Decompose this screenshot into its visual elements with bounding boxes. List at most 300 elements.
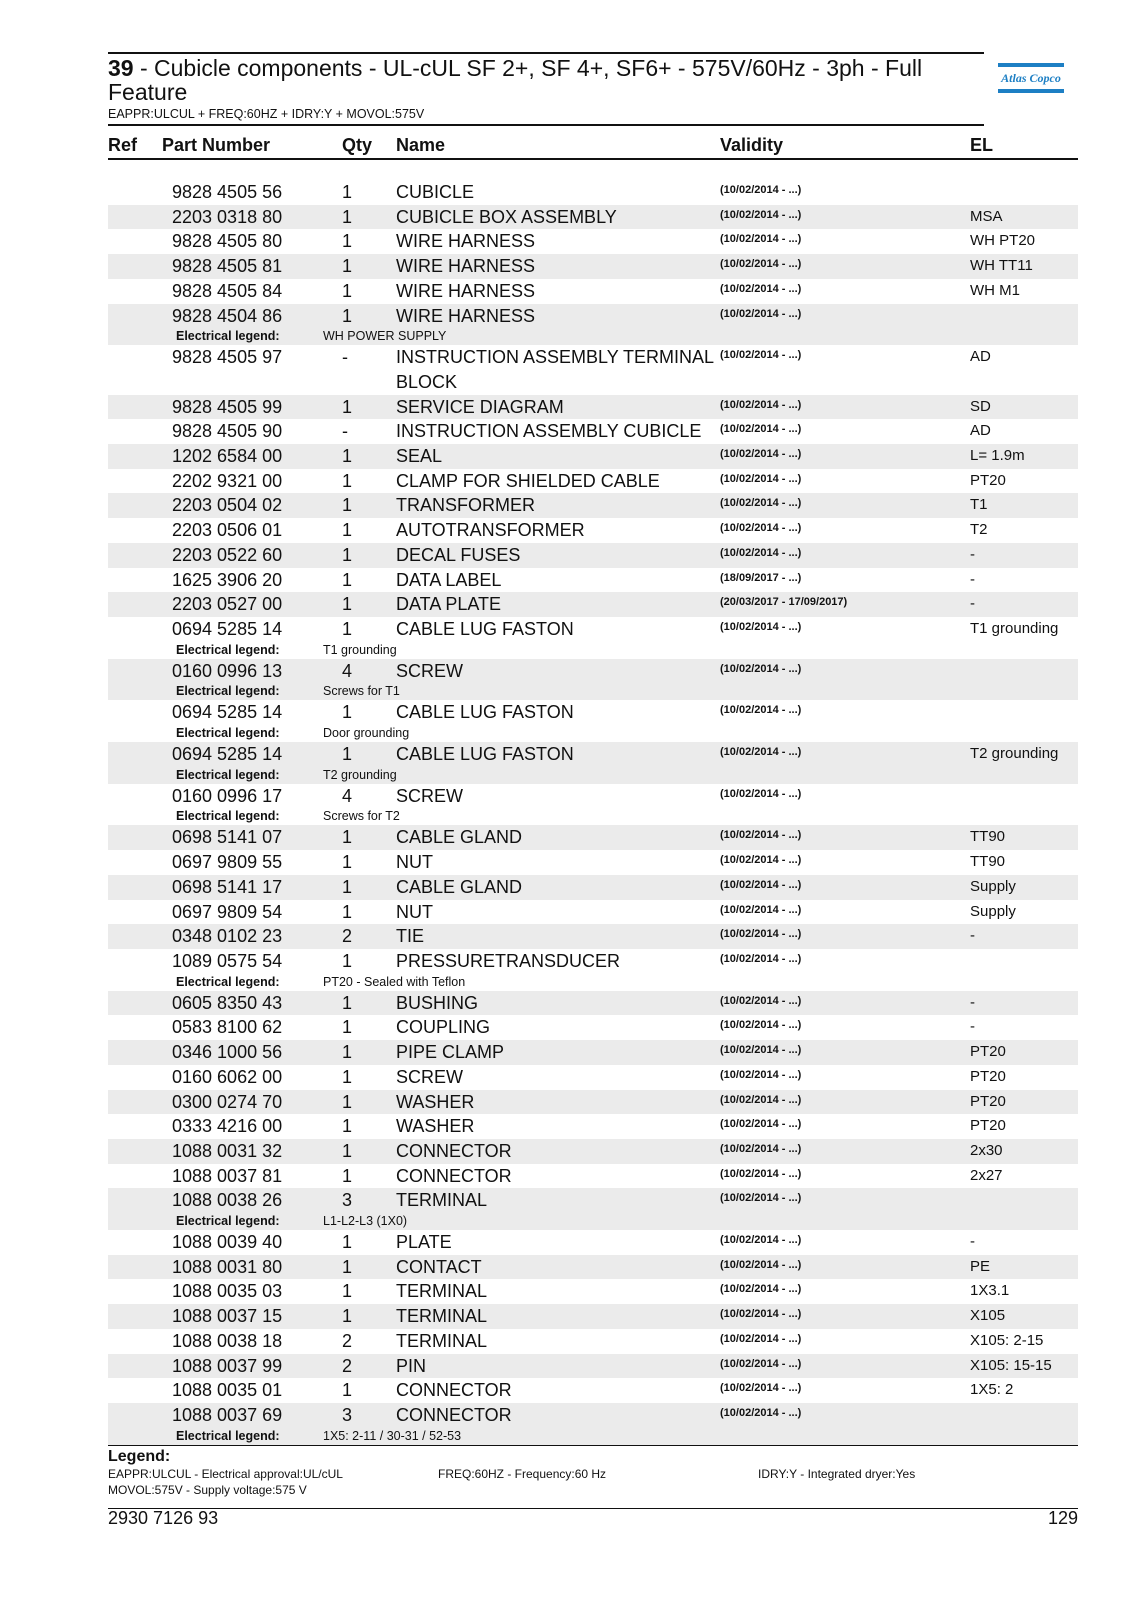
electrical-legend [108,725,1078,742]
validity-cell: (10/02/2014 - ...) [720,1406,802,1419]
name-cell: SCREW [396,660,463,681]
electrical-legend [108,328,1078,345]
name-cell: DECAL FUSES [396,544,521,565]
row-main [108,875,1078,900]
row-main [108,742,1078,767]
table-row [108,825,1078,850]
part-number-cell: 0333 4216 00 [172,1116,283,1137]
page-footer [108,1508,1078,1529]
row-main [108,279,1078,304]
el-cell: Supply [970,877,1016,895]
validity-cell: (10/02/2014 - ...) [720,208,802,221]
row-main [108,659,1078,684]
qty-cell: 3 [342,1190,353,1211]
legend-grid [108,1482,1078,1498]
el-cell: WH TT11 [970,257,1033,275]
section-number: 39 [108,55,134,81]
el-cell: L= 1.9m [970,447,1025,465]
el-cell: WH PT20 [970,232,1036,250]
validity-cell: (10/02/2014 - ...) [720,746,802,759]
qty-cell: 1 [342,495,353,516]
part-number-cell: 9828 4505 81 [172,256,283,277]
validity-cell: (18/09/2017 - ...) [720,571,802,584]
part-number-cell: 9828 4505 90 [172,421,283,442]
table-row [108,1139,1078,1164]
table-row [108,991,1078,1016]
name-cell: TRANSFORMER [396,495,535,516]
el-cell: T1 [970,496,988,514]
page-number: 129 [1047,1508,1078,1528]
electrical-legend-value: L1-L2-L3 (1X0) [323,1214,408,1229]
qty-cell: 1 [342,827,353,848]
qty-cell: 1 [342,1140,353,1161]
row-main [108,568,1078,593]
row-main [108,1255,1078,1280]
part-number-cell: 1088 0037 69 [172,1404,283,1425]
table-row [108,1065,1078,1090]
table-row [108,469,1078,494]
el-cell: AD [970,348,991,366]
name-cell: PLATE [396,1232,452,1253]
part-number-cell: 0698 5141 07 [172,827,283,848]
table-row [108,924,1078,949]
name-cell: COUPLING [396,1017,491,1038]
qty-cell: 1 [342,744,353,765]
electrical-legend [108,642,1078,659]
qty-cell: 1 [342,470,353,491]
name-cell: TERMINAL [396,1330,488,1351]
validity-cell: (10/02/2014 - ...) [720,878,802,891]
part-number-cell: 0160 0996 13 [172,660,283,681]
electrical-legend-label: Electrical legend: [176,642,280,657]
row-main [108,1139,1078,1164]
electrical-legend [108,974,1078,991]
qty-cell: 1 [342,182,353,202]
row-main [108,784,1078,809]
row-main [108,304,1078,329]
part-number-cell: 2203 0506 01 [172,520,283,541]
table-row [108,1188,1078,1230]
part-number-cell: 1088 0037 81 [172,1165,283,1186]
row-main [108,254,1078,279]
part-number-cell: 0694 5285 14 [172,618,283,639]
col-part-number: Part Number [162,135,271,155]
el-cell: 2x30 [970,1141,1003,1159]
table-row [108,279,1078,304]
qty-cell: 1 [342,1256,353,1277]
qty-cell: 1 [342,280,353,301]
table-row [108,949,1078,991]
validity-cell: (10/02/2014 - ...) [720,1332,802,1345]
table-row [108,1354,1078,1379]
qty-cell: 1 [342,992,353,1013]
el-cell: Supply [970,902,1016,920]
qty-cell: 1 [342,1165,353,1186]
col-validity: Validity [720,135,784,155]
qty-cell: 1 [342,206,353,227]
validity-cell: (10/02/2014 - ...) [720,546,802,559]
validity-cell: (10/02/2014 - ...) [720,522,802,535]
part-number-cell: 0160 6062 00 [172,1066,283,1087]
name-cell: CONNECTOR [396,1165,512,1186]
table-row [108,395,1078,420]
name-cell: AUTOTRANSFORMER [396,520,585,541]
row-main [108,1065,1078,1090]
name-cell: DATA PLATE [396,594,502,615]
validity-cell: (10/02/2014 - ...) [720,497,802,510]
name-cell: CABLE LUG FASTON [396,702,574,723]
row-main [108,617,1078,642]
validity-cell: (10/02/2014 - ...) [720,1192,802,1205]
table-row [108,543,1078,568]
part-number-cell: 0346 1000 56 [172,1042,283,1063]
validity-cell: (10/02/2014 - ...) [720,662,802,675]
electrical-legend-value: 1X5: 2-11 / 30-31 / 52-53 [323,1428,462,1443]
el-cell: - [970,570,975,588]
qty-cell: 3 [342,1404,353,1425]
qty-cell: - [342,347,348,368]
validity-cell: (10/02/2014 - ...) [720,282,802,295]
validity-cell: (10/02/2014 - ...) [720,1308,802,1321]
qty-cell: 1 [342,1066,353,1087]
name-cell: CONNECTOR [396,1380,512,1401]
el-cell: PT20 [970,1067,1006,1085]
validity-cell: (10/02/2014 - ...) [720,928,802,941]
qty-cell: 1 [342,618,353,639]
table-row [108,1279,1078,1304]
validity-cell: (20/03/2017 - 17/09/2017) [720,596,848,609]
part-number-cell: 9828 4505 84 [172,280,283,301]
part-number-cell: 9828 4505 99 [172,396,283,417]
name-cell: TERMINAL [396,1281,488,1302]
table-row [108,1164,1078,1189]
part-number-cell: 0605 8350 43 [172,992,283,1013]
part-number-cell: 1088 0038 26 [172,1190,283,1211]
electrical-legend-label: Electrical legend: [176,767,280,782]
qty-cell: 1 [342,305,353,326]
row-main [108,592,1078,617]
table-row [108,254,1078,279]
validity-cell: (10/02/2014 - ...) [720,704,802,717]
el-cell: - [970,595,975,613]
legend-item: EAPPR:ULCUL - Electrical approval:UL/cUL [108,1466,343,1481]
name-cell: INSTRUCTION ASSEMBLY TERMINAL BLOCK [396,347,714,392]
row-main [108,825,1078,850]
validity-cell: (10/02/2014 - ...) [720,1167,802,1180]
validity-cell: (10/02/2014 - ...) [720,1019,802,1032]
col-name: Name [396,135,446,155]
table-row [108,784,1078,826]
row-main [108,1188,1078,1213]
legend-item: MOVOL:575V - Supply voltage:575 V [108,1482,307,1497]
table-row [108,1114,1078,1139]
el-cell: TT90 [970,828,1006,846]
name-cell: SERVICE DIAGRAM [396,396,564,417]
part-number-cell: 1088 0031 32 [172,1140,283,1161]
part-number-cell: 1088 0035 03 [172,1281,283,1302]
validity-cell: (10/02/2014 - ...) [720,472,802,485]
table-row [108,205,1078,230]
table-row [108,1378,1078,1403]
validity-cell: (10/02/2014 - ...) [720,1093,802,1106]
row-main [108,1230,1078,1255]
part-number-cell: 0697 9809 55 [172,852,283,873]
legend-rule [108,1445,1078,1446]
table-row [108,617,1078,659]
el-cell: MSA [970,207,1003,225]
el-cell: - [970,1233,975,1251]
qty-cell: 1 [342,520,353,541]
electrical-legend-value: Screws for T1 [323,684,400,699]
qty-cell: - [342,421,348,442]
col-ref: Ref [108,135,138,155]
table-row [108,304,1078,346]
electrical-legend [108,1213,1078,1230]
qty-cell: 1 [342,702,353,723]
row-main [108,1040,1078,1065]
name-cell: SEAL [396,446,443,467]
table-header [108,126,1078,160]
el-cell: PT20 [970,1092,1006,1110]
logo-bar-bottom [998,89,1064,93]
validity-cell: (10/02/2014 - ...) [720,184,802,196]
validity-cell: (10/02/2014 - ...) [720,448,802,461]
part-number-cell: 1088 0039 40 [172,1232,283,1253]
part-number-cell: 2203 0318 80 [172,206,283,227]
part-number-cell: 0694 5285 14 [172,744,283,765]
validity-cell: (10/02/2014 - ...) [720,398,802,411]
qty-cell: 2 [342,1355,353,1376]
name-cell: CLAMP FOR SHIELDED CABLE [396,470,660,491]
part-number-cell: 0583 8100 62 [172,1017,283,1038]
col-el: EL [970,135,994,155]
name-cell: TERMINAL [396,1190,488,1211]
row-main [108,1164,1078,1189]
part-number-cell: 0160 0996 17 [172,785,283,806]
name-cell: NUT [396,852,433,873]
el-cell: AD [970,422,991,440]
el-cell: - [970,545,975,563]
qty-cell: 1 [342,1042,353,1063]
name-cell: CABLE GLAND [396,827,523,848]
el-cell: - [970,993,975,1011]
el-cell: X105: 2-15 [970,1331,1044,1349]
validity-cell: (10/02/2014 - ...) [720,1142,802,1155]
legend-item: IDRY:Y - Integrated dryer:Yes [758,1466,916,1481]
name-cell: WIRE HARNESS [396,280,536,301]
part-number-cell: 2203 0522 60 [172,544,283,565]
part-number-cell: 1088 0035 01 [172,1380,283,1401]
electrical-legend-value: T1 grounding [323,642,397,657]
electrical-legend-value: WH POWER SUPPLY [323,329,447,344]
validity-cell: (10/02/2014 - ...) [720,1234,802,1247]
validity-cell: (10/02/2014 - ...) [720,349,802,362]
validity-cell: (10/02/2014 - ...) [720,233,802,246]
name-cell: TERMINAL [396,1306,488,1327]
electrical-legend-value: T2 grounding [323,767,397,782]
part-number-cell: 1088 0037 15 [172,1306,283,1327]
row-main [108,345,1078,394]
el-cell: PT20 [970,1117,1006,1135]
table-row [108,900,1078,925]
validity-cell: (10/02/2014 - ...) [720,1258,802,1271]
table-row [108,700,1078,742]
qty-cell: 1 [342,544,353,565]
row-main [108,1329,1078,1354]
qty-cell: 1 [342,1281,353,1302]
validity-cell: (10/02/2014 - ...) [720,854,802,867]
table-row [108,1015,1078,1040]
el-cell: 2x27 [970,1166,1003,1184]
name-cell: CABLE GLAND [396,876,523,897]
validity-cell: (10/02/2014 - ...) [720,258,802,271]
qty-cell: 1 [342,1116,353,1137]
el-cell: SD [970,397,991,415]
el-cell: - [970,927,975,945]
col-qty: Qty [342,135,373,155]
name-cell: NUT [396,901,433,922]
validity-cell: (10/02/2014 - ...) [720,620,802,633]
table-row [108,1255,1078,1280]
name-cell: WIRE HARNESS [396,305,536,326]
row-main [108,1304,1078,1329]
row-main [108,1403,1078,1428]
el-cell: 1X3.1 [970,1282,1010,1300]
row-main [108,543,1078,568]
row-main [108,444,1078,469]
qty-cell: 1 [342,1380,353,1401]
electrical-legend [108,767,1078,784]
part-number-cell: 9828 4505 97 [172,347,283,368]
qty-cell: 1 [342,446,353,467]
table-row [108,1040,1078,1065]
el-cell: WH M1 [970,281,1020,299]
qty-cell: 1 [342,256,353,277]
name-cell: WASHER [396,1091,475,1112]
el-cell: X105 [970,1307,1006,1325]
electrical-legend-label: Electrical legend: [176,684,280,699]
qty-cell: 1 [342,1091,353,1112]
validity-cell: (10/02/2014 - ...) [720,1068,802,1081]
table-row [108,568,1078,593]
part-number-cell: 0348 0102 23 [172,926,283,947]
el-cell: TT90 [970,853,1006,871]
electrical-legend-label: Electrical legend: [176,726,280,741]
electrical-legend-value: Door grounding [323,726,410,741]
part-number-cell: 1088 0037 99 [172,1355,283,1376]
validity-cell: (10/02/2014 - ...) [720,1382,802,1395]
part-number-cell: 9828 4505 56 [172,182,283,202]
page-title [108,56,968,104]
part-number-cell: 9828 4504 86 [172,305,283,326]
table-row [108,1090,1078,1115]
electrical-legend-value: PT20 - Sealed with Teflon [323,974,466,989]
table-row [108,659,1078,701]
part-number-cell: 0300 0274 70 [172,1091,283,1112]
row-main [108,1279,1078,1304]
part-number-cell: 1202 6584 00 [172,446,283,467]
el-cell: T2 grounding [970,745,1059,763]
validity-cell: (10/02/2014 - ...) [720,423,802,436]
row-main [108,949,1078,974]
table-row [108,180,1078,205]
table-row [108,1304,1078,1329]
qty-cell: 1 [342,569,353,590]
row-main [108,205,1078,230]
qty-cell: 1 [342,901,353,922]
name-cell: PIPE CLAMP [396,1042,505,1063]
validity-cell: (10/02/2014 - ...) [720,994,802,1007]
qty-cell: 1 [342,231,353,252]
part-number-cell: 2203 0504 02 [172,495,283,516]
legend-grid [108,1466,1078,1482]
qty-cell: 1 [342,1017,353,1038]
qty-cell: 4 [342,785,353,806]
row-main [108,900,1078,925]
legend-title: Legend: [108,1447,171,1465]
table-row [108,518,1078,543]
name-cell: SCREW [396,1066,463,1087]
row-main [108,395,1078,420]
validity-cell: (10/02/2014 - ...) [720,1118,802,1131]
electrical-legend [108,808,1078,825]
part-number-cell: 2202 9321 00 [172,470,283,491]
electrical-legend-label: Electrical legend: [176,809,280,824]
table-row [108,592,1078,617]
electrical-legend [108,683,1078,700]
part-number-cell: 1625 3906 20 [172,569,283,590]
table-row [108,1329,1078,1354]
el-cell: T1 grounding [970,619,1059,637]
el-cell: PE [970,1257,991,1275]
table-row [108,493,1078,518]
table-row [108,444,1078,469]
document-number: 2930 7126 93 [108,1508,219,1528]
top-rule [108,52,984,54]
qty-cell: 1 [342,1306,353,1327]
electrical-legend-label: Electrical legend: [176,1428,280,1443]
el-cell: PT20 [970,1043,1006,1061]
el-cell: 1X5: 2 [970,1381,1014,1399]
name-cell: TIE [396,926,425,947]
name-cell: DATA LABEL [396,569,502,590]
row-main [108,850,1078,875]
part-number-cell: 9828 4505 80 [172,231,283,252]
table-row [108,850,1078,875]
part-number-cell: 1089 0575 54 [172,950,283,971]
validity-cell: (10/02/2014 - ...) [720,1283,802,1296]
name-cell: WIRE HARNESS [396,256,536,277]
name-cell: WASHER [396,1116,475,1137]
row-main [108,469,1078,494]
name-cell: INSTRUCTION ASSEMBLY CUBICLE [396,421,702,442]
table-row [108,875,1078,900]
logo-bar-top [998,63,1064,67]
qty-cell: 2 [342,1330,353,1351]
part-number-cell: 0697 9809 54 [172,901,283,922]
part-number-cell: 1088 0038 18 [172,1330,283,1351]
table-row [108,742,1078,784]
qty-cell: 1 [342,396,353,417]
validity-cell: (10/02/2014 - ...) [720,829,802,842]
name-cell: SCREW [396,785,463,806]
el-cell: PT20 [970,471,1006,489]
table-row [108,1230,1078,1255]
row-main [108,229,1078,254]
row-main [108,1378,1078,1403]
qty-cell: 2 [342,926,353,947]
qty-cell: 1 [342,876,353,897]
